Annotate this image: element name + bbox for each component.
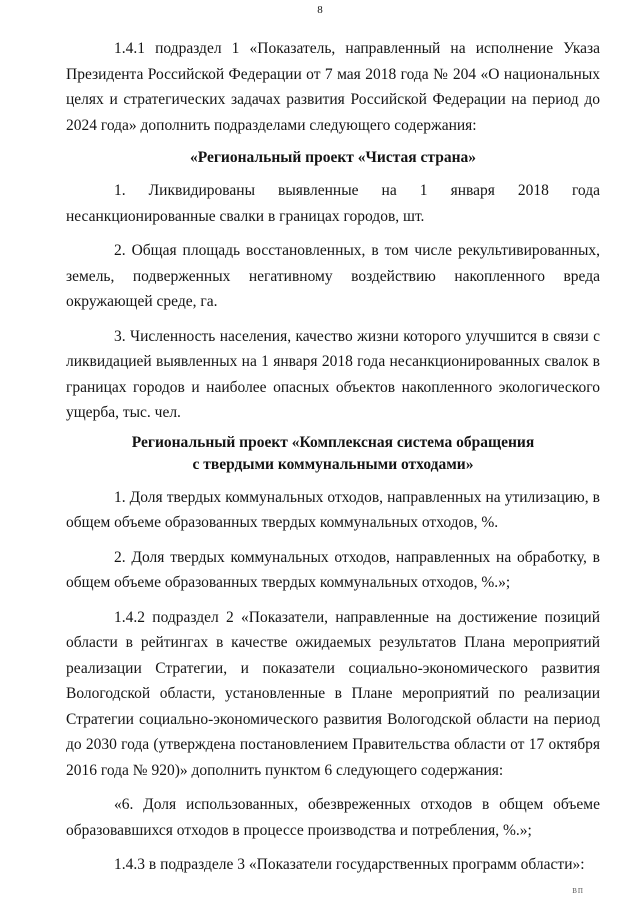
indicator-3-clean-country: 3. Численность населения, качество жизни которого улучшится в связи с ликвидацией выявленных на 1 января 2018 года несанкционированных свалок в границах городов и наиболее опасных объектов накопленного экологического ущерба, тыс. чел. [66,327,600,421]
indicator-2-clean-country: 2. Общая площадь восстановленных, в том числе рекультивированных, земель, подверженных негативному воздействию накопленного вреда окружающей среде, га. [66,242,600,310]
heading-clean-country: «Региональный проект «Чистая страна» [190,149,476,166]
page-number: 8 [317,4,323,16]
indicator-1-clean-country: 1. Ликвидированы выявленные на 1 января 2018 года несанкционированные свалки в границах городов, шт. [66,182,600,225]
paragraph-1-4-3: 1.4.3 в подразделе 3 «Показатели государственных программ области»: [114,856,585,873]
indicator-1-waste-management: 1. Доля твердых коммунальных отходов, направленных на утилизацию, в общем объеме образованных твердых коммунальных отходов, %. [66,488,600,531]
heading-waste-management-line-2: с твердыми коммунальными отходами» [192,455,474,473]
document-body [66,36,600,887]
indicator-2-waste-management: 2. Доля твердых коммунальных отходов, направленных на обработку, в общем объеме образованных твердых коммунальных отходов, %.»; [66,548,600,591]
paragraph-item-6: «6. Доля использованных, обезвреженных отходов в общем объеме образовавшихся отходов в процессе производства и потребления, %.»; [66,796,600,839]
heading-waste-management [66,432,600,476]
heading-waste-management-line-1: Региональный проект «Комплексная система обращения [131,433,535,451]
corner-mark: ВП [572,887,584,895]
paragraph-1-4-1: 1.4.1 подраздел 1 «Показатель, направленный на исполнение Указа Президента Российской Федерации от 7 мая 2018 года № 204 «О национальных целях и стратегических задачах развития Российской Федерации на период до 2024 года» дополнить подразделами следующего содержания: [66,40,600,134]
paragraph-1-4-2: 1.4.2 подраздел 2 «Показатели, направленные на достижение позиций области в рейтингах в качестве ожидаемых результатов Плана мероприятий реализации Стратегии, и показатели социально-экономического развития Вологодской области, установленные в Плане мероприятий по реализации Стратегии социально-экономического развития Вологодской области на период до 2030 года (утверждена постановлением Правительства области от 17 октября 2016 года № 920)» дополнить пунктом 6 следующего содержания: [66,608,600,779]
